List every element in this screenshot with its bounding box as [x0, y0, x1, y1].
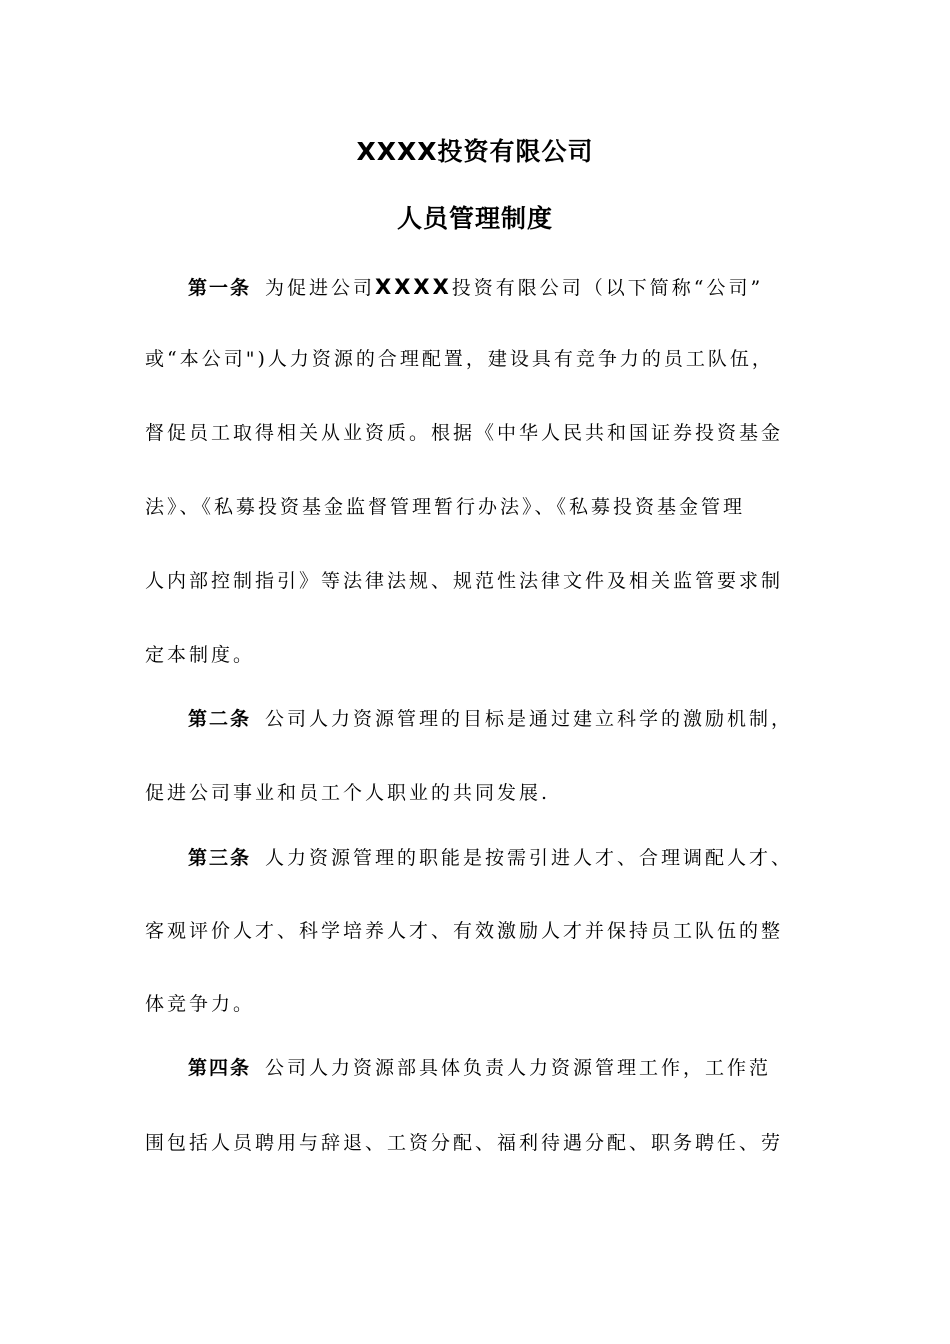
article-3-first-line [188, 845, 878, 871]
document-subtitle: 人员管理制度 [396, 204, 553, 233]
article-1-line: 或“本公司")人力资源的合理配置，建设具有竞争力的员工队伍， [145, 348, 774, 370]
article-4-line: 围包括人员聘用与辞退、工资分配、福利待遇分配、职务聘任、劳 [145, 1132, 784, 1154]
article-3-text: 人力资源管理的职能是按需引进人才、合理调配人才、 [265, 847, 794, 869]
article-2-label: 第二条 [188, 708, 252, 730]
article-4-label: 第四条 [188, 1057, 252, 1079]
article-1-line: 人内部控制指引》等法律法规、规范性法律文件及相关监管要求制 [145, 570, 784, 592]
article-1-line: 法》、《私募投资基金监督管理暂行办法》、《私募投资基金管理 [145, 496, 746, 518]
article-2-first-line [188, 706, 878, 732]
article-4-text: 公司人力资源部具体负责人力资源管理工作，工作范 [265, 1057, 772, 1079]
article-1-first-line [188, 274, 878, 301]
article-4-first-line [188, 1055, 878, 1081]
article-1-company-code: XXXX [375, 275, 452, 299]
article-2-line: 促进公司事业和员工个人职业的共同发展. [145, 782, 551, 804]
article-1-line: 督促员工取得相关从业资质。根据《中华人民共和国证券投资基金 [145, 422, 784, 444]
article-1-line: 定本制度。 [145, 644, 256, 666]
article-3-line: 体竞争力。 [145, 993, 256, 1015]
article-1-text-post: 投资有限公司（以下简称“公司” [451, 277, 764, 299]
document-title: XXXX投资有限公司 [356, 137, 594, 166]
article-3-label: 第三条 [188, 847, 252, 869]
article-3-line: 客观评价人才、科学培养人才、有效激励人才并保持员工队伍的整 [145, 920, 784, 942]
article-1-text-pre: 为促进公司 [265, 277, 376, 299]
article-2-text: 公司人力资源管理的目标是通过建立科学的激励机制， [265, 708, 794, 730]
article-1-label: 第一条 [188, 277, 252, 299]
